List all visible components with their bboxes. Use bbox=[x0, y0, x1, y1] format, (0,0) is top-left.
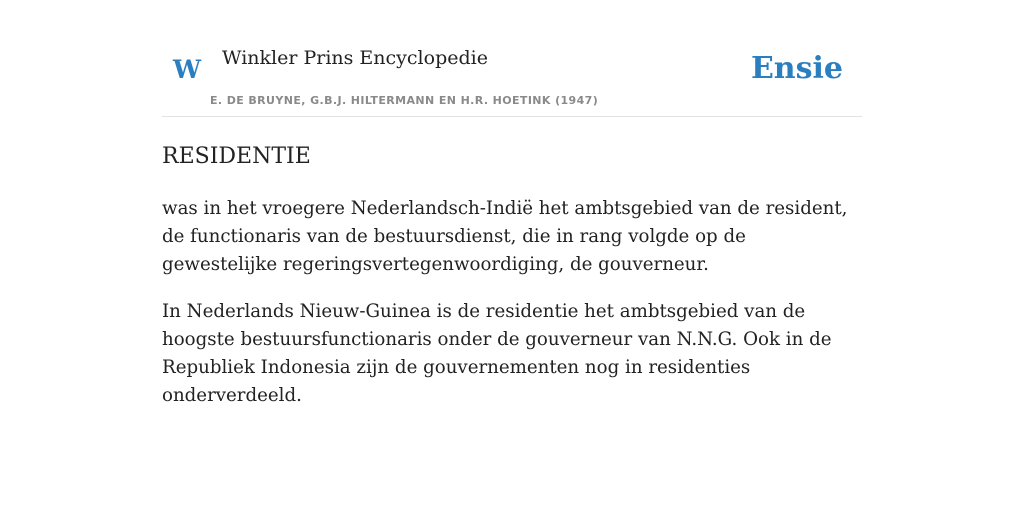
source-logo[interactable]: W bbox=[173, 55, 202, 84]
entry-title: RESIDENTIE bbox=[162, 144, 311, 169]
page-container bbox=[162, 0, 862, 410]
ensie-brand-link[interactable]: Ensie bbox=[750, 51, 843, 86]
source-header bbox=[162, 0, 862, 117]
entry-paragraph: was in het vroegere Nederlandsch-Indië het ambtsgebied van de resident, de functionaris van de bestuursdienst, die in rang volgde op de gewestelijke regeringsvertegenwoordiging, de gouverneur. bbox=[162, 198, 848, 275]
source-authors: E. DE BRUYNE, G.B.J. HILTERMANN EN H.R. HOETINK (1947) bbox=[210, 94, 599, 107]
source-title[interactable]: Winkler Prins Encyclopedie bbox=[222, 47, 488, 69]
entry-paragraph: In Nederlands Nieuw-Guinea is de residentie het ambtsgebied van de hoogste bestuursfunctionaris onder de gouverneur van N.N.G. Ook in de Republiek Indonesia zijn de gouvernementen nog in residenties onderverdeeld. bbox=[162, 301, 832, 406]
